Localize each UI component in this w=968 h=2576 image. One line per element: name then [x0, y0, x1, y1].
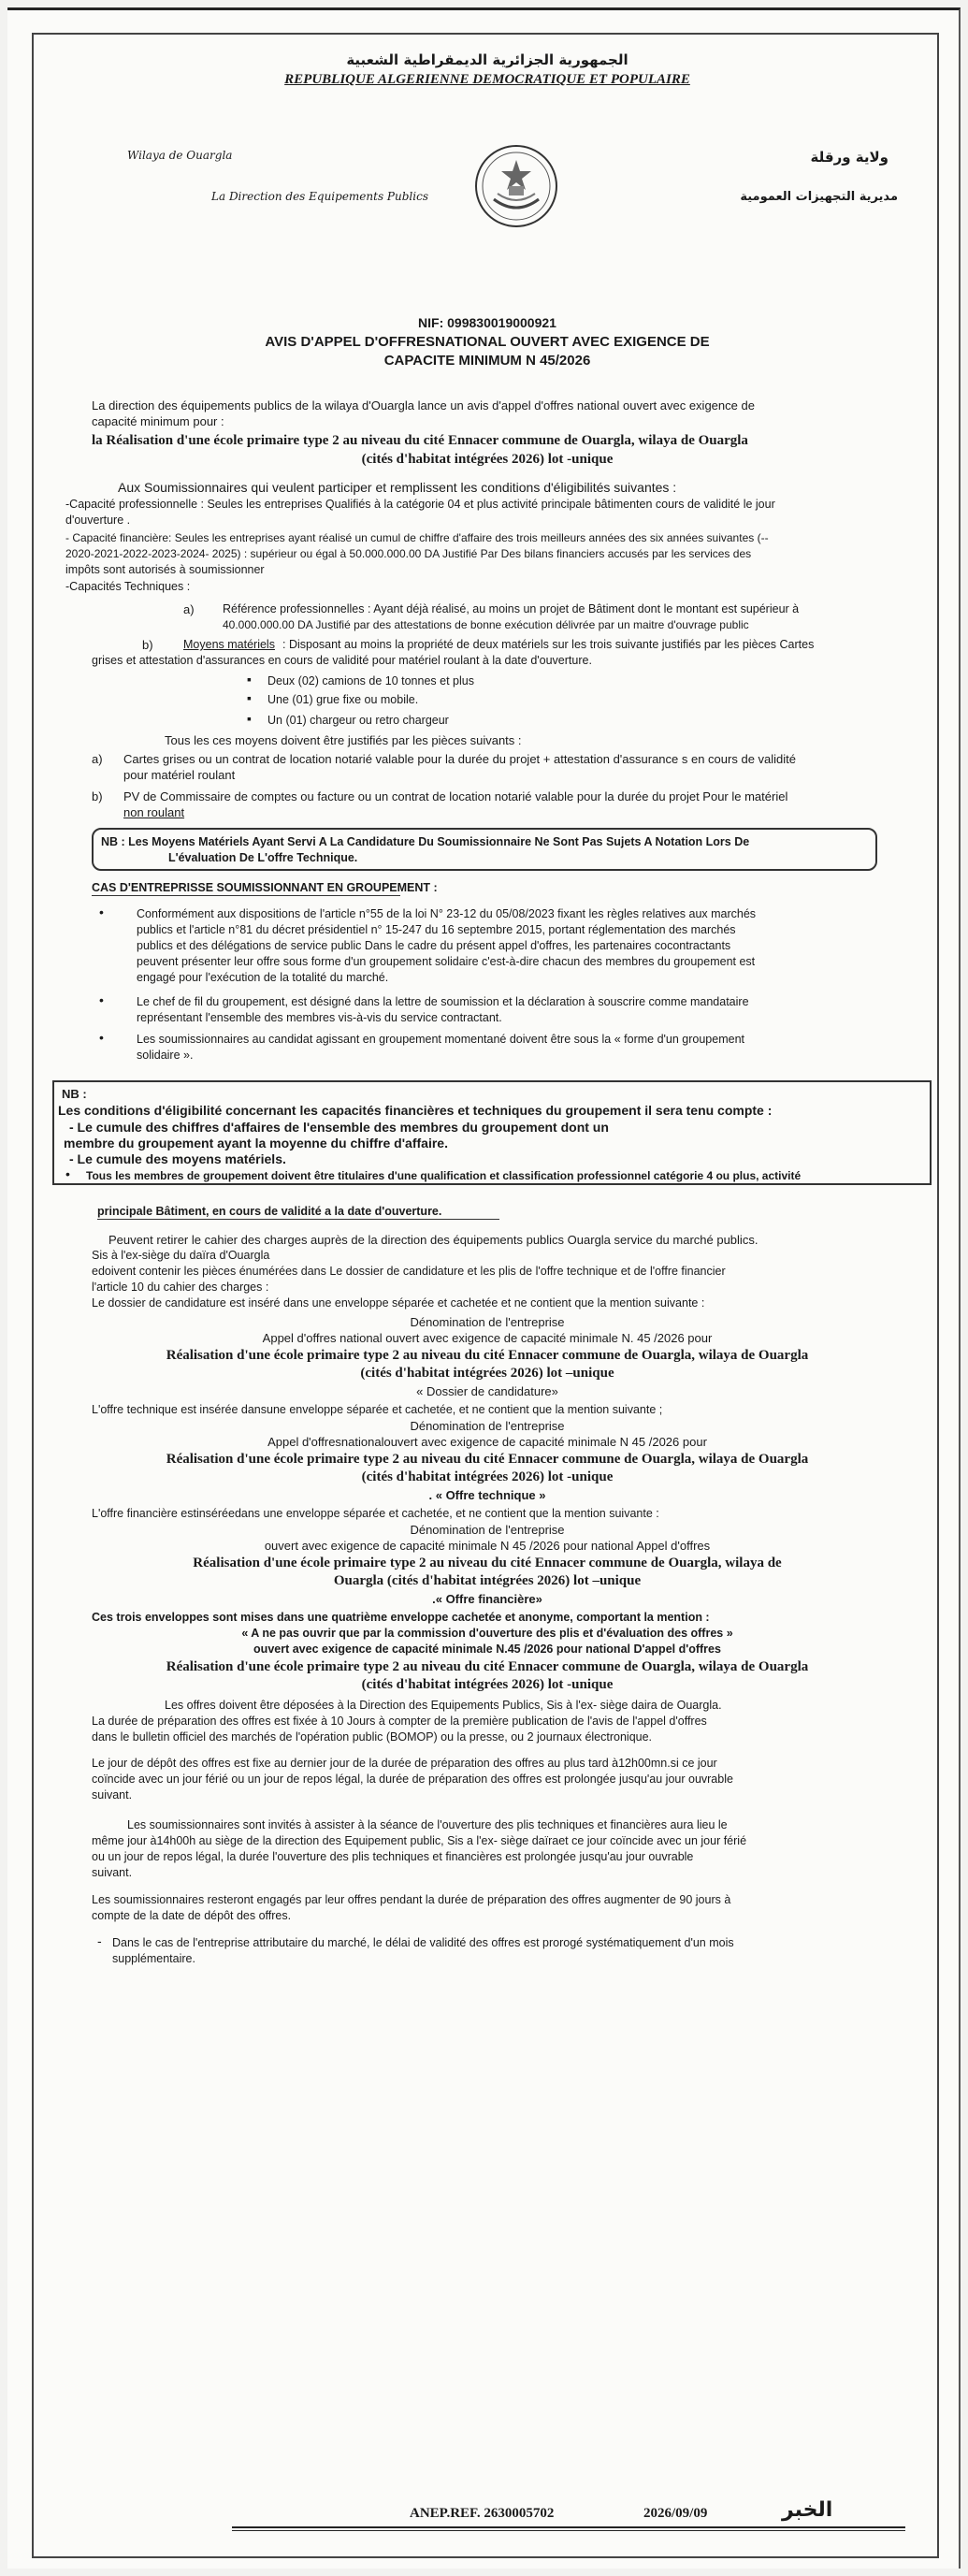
- nb-groupement-line4: - Le cumule des moyens matériels.: [69, 1151, 286, 1166]
- bullet-icon: •: [65, 1166, 70, 1181]
- justif-b-line2: non roulant: [123, 805, 185, 819]
- env2-intro: L'offre technique est insérée dansune enveloppe séparée et cachetée, et ne contient que la mention suivante ;: [92, 1403, 663, 1416]
- reference-line2: 40.000.000.00 DA Justifié par des attestations de bonne exécution délivrée par un maitre d'ouvrage public: [223, 618, 749, 631]
- capacites-techniques-heading: -Capacités Techniques :: [65, 580, 191, 593]
- retrait-line4: l'article 10 du cahier des charges :: [92, 1281, 269, 1294]
- line-underline: [97, 1219, 499, 1220]
- env3-appel: ouvert avec exigence de capacité minimale N 45 /2026 pour national Appel d'offres: [264, 1539, 711, 1553]
- retrait-line5: Le dossier de candidature est inséré dans une enveloppe séparée et cachetée et ne contient que la mention suivante :: [92, 1296, 705, 1310]
- notice-frame: [32, 33, 939, 2558]
- depot-line11: Les soumissionnaires resteront engagés par leur offres pendant la durée de préparation des offres augmenter de 90 jours à: [92, 1893, 731, 1906]
- moyens-materiels-title: Moyens matériels: [183, 638, 275, 651]
- retrait-line3: edoivent contenir les pièces énumérées dans Le dossier de candidature et les plis de l'offre technique et de l'offre financier: [92, 1265, 726, 1278]
- depot-line3: dans le bulletin officiel des marchés de l'opération public (BOMOP) ou la presse, ou 2 journaux électronique.: [92, 1730, 653, 1744]
- groupement-p1-line4: peuvent présenter leur offre sous forme d'un groupement solidaire c'est-à-dire chacun des membres du groupement est: [137, 955, 756, 968]
- justif-b-label: b): [92, 789, 103, 803]
- justif-a-line1: Cartes grises ou un contrat de location notarié valable pour la durée du projet + attestation d'assurance s en cours de validité: [123, 752, 796, 766]
- depot-line5: coïncide avec un jour férié ou un jour de repos légal, la durée de préparation des offres est prolongée jusqu'au jour ouvrable: [92, 1773, 733, 1786]
- publication-date: 2026/09/09: [643, 2506, 708, 2521]
- equip-item-2: Une (01) grue fixe ou mobile.: [267, 693, 419, 706]
- retrait-line2: Sis à l'ex-siège du daïra d'Ouargla: [92, 1249, 270, 1262]
- retrait-line1: Peuvent retirer le cahier des charges auprès de la direction des équipements publics Ouargla service du marché publics.: [108, 1233, 759, 1247]
- groupement-heading: CAS D'ENTREPRISSE SOUMISSIONNANT EN GROUPEMENT :: [92, 881, 438, 894]
- intro-line2: capacité minimum pour :: [92, 414, 224, 428]
- depot-line8: même jour à14h00h au siège de la direction des Equipement public, Sis a l'ex- siège daïraet ce jour coïncide avec un jour férié: [92, 1834, 747, 1847]
- env1-denomination: Dénomination de l'entreprise: [410, 1315, 565, 1329]
- env4-project-line1: Réalisation d'une école primaire type 2 au niveau du cité Ennacer commune de Ouargla, wilaya de Ouargla: [166, 1659, 809, 1674]
- env4-mention: « A ne pas ouvrir que par la commission d'ouverture des plis et d'évaluation des offres »: [241, 1627, 733, 1640]
- wilaya-ar-label: ولاية ورقلة: [810, 149, 889, 166]
- env4-intro: Ces trois enveloppes sont mises dans une quatrième enveloppe cachetée et anonyme, comportant la mention :: [92, 1611, 710, 1624]
- equip-item-3: Un (01) chargeur ou retro chargeur: [267, 714, 449, 727]
- direction-ar-label: مديرية التجهيزات العمومية: [740, 190, 898, 204]
- equip-item-1: Deux (02) camions de 10 tonnes et plus: [267, 674, 474, 687]
- nif-number: NIF: 099830019000921: [418, 315, 556, 330]
- env1-appel: Appel d'offres national ouvert avec exigence de capacité minimale N. 45 /2026 pour: [262, 1331, 713, 1345]
- footer-rule: [232, 2530, 905, 2531]
- env2-label: . « Offre technique »: [428, 1488, 546, 1502]
- depot-line10: suivant.: [92, 1866, 133, 1879]
- depot-line6: suivant.: [92, 1788, 133, 1802]
- justif-a-line2: pour matériel roulant: [123, 768, 236, 782]
- bullet-icon: •: [99, 992, 104, 1007]
- nb-groupement-label: NB :: [62, 1087, 87, 1101]
- bullet-icon: •: [99, 1030, 104, 1045]
- groupement-p2-line1: Le chef de fil du groupement, est désigné dans la lettre de soumission et la déclaration à souscrire comme mandataire: [137, 995, 749, 1008]
- env2-project-line2: (cités d'habitat intégrées 2026) lot -unique: [361, 1469, 614, 1484]
- groupement-p1-line1: Conformément aux dispositions de l'article n°55 de la loi N° 23-12 du 05/08/2023 fixant les règles relatives aux marchés: [137, 907, 757, 920]
- bullet-icon: -: [97, 1933, 102, 1948]
- groupement-p3-line2: solidaire ».: [137, 1049, 194, 1062]
- nb-materiels-box: [92, 828, 877, 871]
- nb-groupement-line5: Tous les membres de groupement doivent être titulaires d'une qualification et classification professionnel catégorie 4 ou plus, activité: [86, 1169, 802, 1182]
- justification-heading: Tous les ces moyens doivent être justifiés par les pièces suivants :: [165, 733, 522, 747]
- env3-intro: L'offre financière estinséréedans une enveloppe séparée et cachetée, et ne contient que la mention suivante :: [92, 1507, 659, 1520]
- env4-appel: ouvert avec exigence de capacité minimale N.45 /2026 pour national D'appel d'offres: [253, 1643, 721, 1656]
- depot-line12: compte de la date de dépôt des offres.: [92, 1909, 292, 1922]
- env3-denomination: Dénomination de l'entreprise: [410, 1523, 565, 1537]
- bullet-icon: ▪: [247, 672, 252, 687]
- nb-groupement-line1: Les conditions d'éligibilité concernant les capacités financières et techniques du groupement il sera tenu compte :: [58, 1103, 773, 1118]
- env1-label: « Dossier de candidature»: [416, 1384, 558, 1398]
- env3-project-line2: Ouargla (cités d'habitat intégrées 2026) lot –unique: [333, 1573, 642, 1588]
- intro-line1: La direction des équipements publics de la wilaya d'Ouargla lance un avis d'appel d'offres national ouvert avec exigence de: [92, 398, 755, 412]
- wilaya-fr-label: Wilaya de Ouargla: [127, 149, 233, 162]
- justif-a-label: a): [92, 752, 103, 766]
- bullet-icon: •: [99, 904, 104, 919]
- nb-groupement-box: [52, 1080, 932, 1185]
- groupement-p3-line1: Les soumissionnaires au candidat agissant en groupement momentané doivent être sous la « forme d'un groupement: [137, 1033, 744, 1046]
- bullet-icon: ▪: [247, 690, 252, 705]
- newspaper-logo: الخبر: [782, 2498, 833, 2522]
- env4-project-line2: (cités d'habitat intégrées 2026) lot -unique: [361, 1677, 614, 1692]
- depot-line9: ou un jour de repos légal, la durée l'ouverture des plis techniques et financières est prolongée jusqu'au jour ouvrable: [92, 1850, 694, 1863]
- conditions-heading: Aux Soumissionnaires qui veulent participer et remplissent les conditions d'éligibilités suivantes :: [118, 480, 677, 495]
- moyens-materiels-line1: : Disposant au moins la propriété de deux matériels sur les trois suivante justifiés par les pièces Cartes: [282, 638, 815, 651]
- env2-appel: Appel d'offresnationalouvert avec exigence de capacité minimale N 45 /2026 pour: [267, 1435, 707, 1449]
- intro-project-line1: la Réalisation d'une école primaire type 2 au niveau du cité Ennacer commune de Ouargla, wilaya de Ouargla: [92, 433, 748, 448]
- notice-title-line2: CAPACITE MINIMUM N 45/2026: [383, 353, 591, 369]
- depot-line1: Les offres doivent être déposées à la Direction des Equipements Publics, Sis à l'ex- siège daira de Ouargla.: [165, 1699, 722, 1712]
- capacite-financiere-line2: 2020-2021-2022-2023-2024- 2025) : supérieur ou égal à 50.000.000.00 DA Justifié Par Des bilans financiers accusés par les services des: [65, 547, 752, 560]
- capacite-financiere-line3: impôts sont autorisés à soumissionner: [65, 563, 265, 576]
- groupement-p1-line3: publics et des délégations de service public Dans le cadre du présent appel d'offres, les partenaires cocontractants: [137, 939, 731, 952]
- nb-materiels-line1: NB : Les Moyens Matériels Ayant Servi A La Candidature Du Soumissionnaire Ne Sont Pas Sujets A Notation Lors De: [101, 835, 750, 848]
- groupement-p1-line5: engagé pour l'exécution de la totalité du marché.: [137, 971, 389, 984]
- nb-groupement-line6: principale Bâtiment, en cours de validité a la date d'ouverture.: [97, 1205, 442, 1218]
- groupement-p1-line2: publics et l'article n°81 du décret présidentiel n° 15-247 du 16 septembre 2015, portant réglementation des marchés: [137, 923, 736, 936]
- direction-fr-label: La Direction des Equipements Publics: [211, 190, 428, 203]
- footer-rule: [232, 2526, 905, 2528]
- bullet-icon: ▪: [247, 711, 252, 726]
- capacite-professionnelle-line1: -Capacité professionnelle : Seules les entreprises Qualifiés à la catégorie 04 et plus activité principale bâtimenten cours de validité le jour: [65, 498, 775, 511]
- reference-line1: Référence professionnelles : Ayant déjà réalisé, au moins un projet de Bâtiment dont le montant est supérieur à: [223, 602, 800, 615]
- reference-label: a): [183, 602, 195, 616]
- env1-project-line2: (cités d'habitat intégrées 2026) lot –unique: [360, 1366, 614, 1381]
- capacite-professionnelle-line2: d'ouverture .: [65, 514, 131, 527]
- nb-groupement-line3: membre du groupement ayant la moyenne du chiffre d'affaire.: [64, 1136, 448, 1151]
- env2-project-line1: Réalisation d'une école primaire type 2 au niveau du cité Ennacer commune de Ouargla, wilaya de Ouargla: [166, 1452, 809, 1467]
- depot-line13: Dans le cas de l'entreprise attributaire du marché, le délai de validité des offres est prorogé systématiquement d'un mois: [112, 1936, 734, 1949]
- intro-project-line2: (cités d'habitat intégrées 2026) lot -unique: [361, 452, 614, 467]
- nb-materiels-line2: L'évaluation De L'offre Technique.: [168, 851, 358, 864]
- moyens-label: b): [142, 638, 153, 652]
- env3-label: .« Offre financière»: [432, 1592, 542, 1606]
- arabic-republic-header: الجمهورية الجزائرية الديمقراطية الشعبية: [346, 51, 628, 68]
- moyens-materiels-line2: grises et attestation d'assurances en cours de validité pour matériel roulant à la date d'ouverture.: [92, 654, 592, 667]
- depot-line14: supplémentaire.: [112, 1952, 195, 1965]
- newspaper-page: [7, 7, 961, 2569]
- nb-groupement-line2: - Le cumule des chiffres d'affaires de l'ensemble des membres du groupement dont un: [69, 1120, 609, 1135]
- heading-underline: [92, 895, 400, 896]
- depot-line2: La durée de préparation des offres est fixée à 10 Jours à compter de la première publication de l'avis de l'appel d'offres: [92, 1715, 707, 1728]
- notice-title-line1: AVIS D'APPEL D'OFFRESNATIONAL OUVERT AVEC EXIGENCE DE: [265, 334, 710, 350]
- justif-b-line1: PV de Commissaire de comptes ou facture ou un contrat de location notarié valable pour la durée du projet Pour le matériel: [123, 789, 788, 803]
- national-seal-emblem: [473, 143, 559, 229]
- french-republic-header: REPUBLIQUE ALGERIENNE DEMOCRATIQUE ET POPULAIRE: [284, 72, 690, 87]
- env3-project-line1: Réalisation d'une école primaire type 2 au niveau du cité Ennacer commune de Ouargla, wilaya de: [193, 1556, 782, 1570]
- anep-reference: ANEP.REF. 2630005702: [410, 2506, 555, 2521]
- env2-denomination: Dénomination de l'entreprise: [410, 1419, 565, 1433]
- depot-line4: Le jour de dépôt des offres est fixe au dernier jour de la durée de préparation des offres au plus tard à12h00mn.si ce jour: [92, 1757, 717, 1770]
- groupement-p2-line2: représentant l'ensemble des membres vis-à-vis du service contractant.: [137, 1011, 502, 1024]
- depot-line7: Les soumissionnaires sont invités à assister à la séance de l'ouverture des plis techniques et financières aura lieu le: [127, 1818, 728, 1831]
- env1-project-line1: Réalisation d'une école primaire type 2 au niveau du cité Ennacer commune de Ouargla, wilaya de Ouargla: [166, 1348, 809, 1363]
- capacite-financiere-line1: - Capacité financière: Seules les entreprises ayant réalisé un cumul de chiffre d'affaire des trois meilleurs années des six années suivantes (--: [65, 531, 769, 544]
